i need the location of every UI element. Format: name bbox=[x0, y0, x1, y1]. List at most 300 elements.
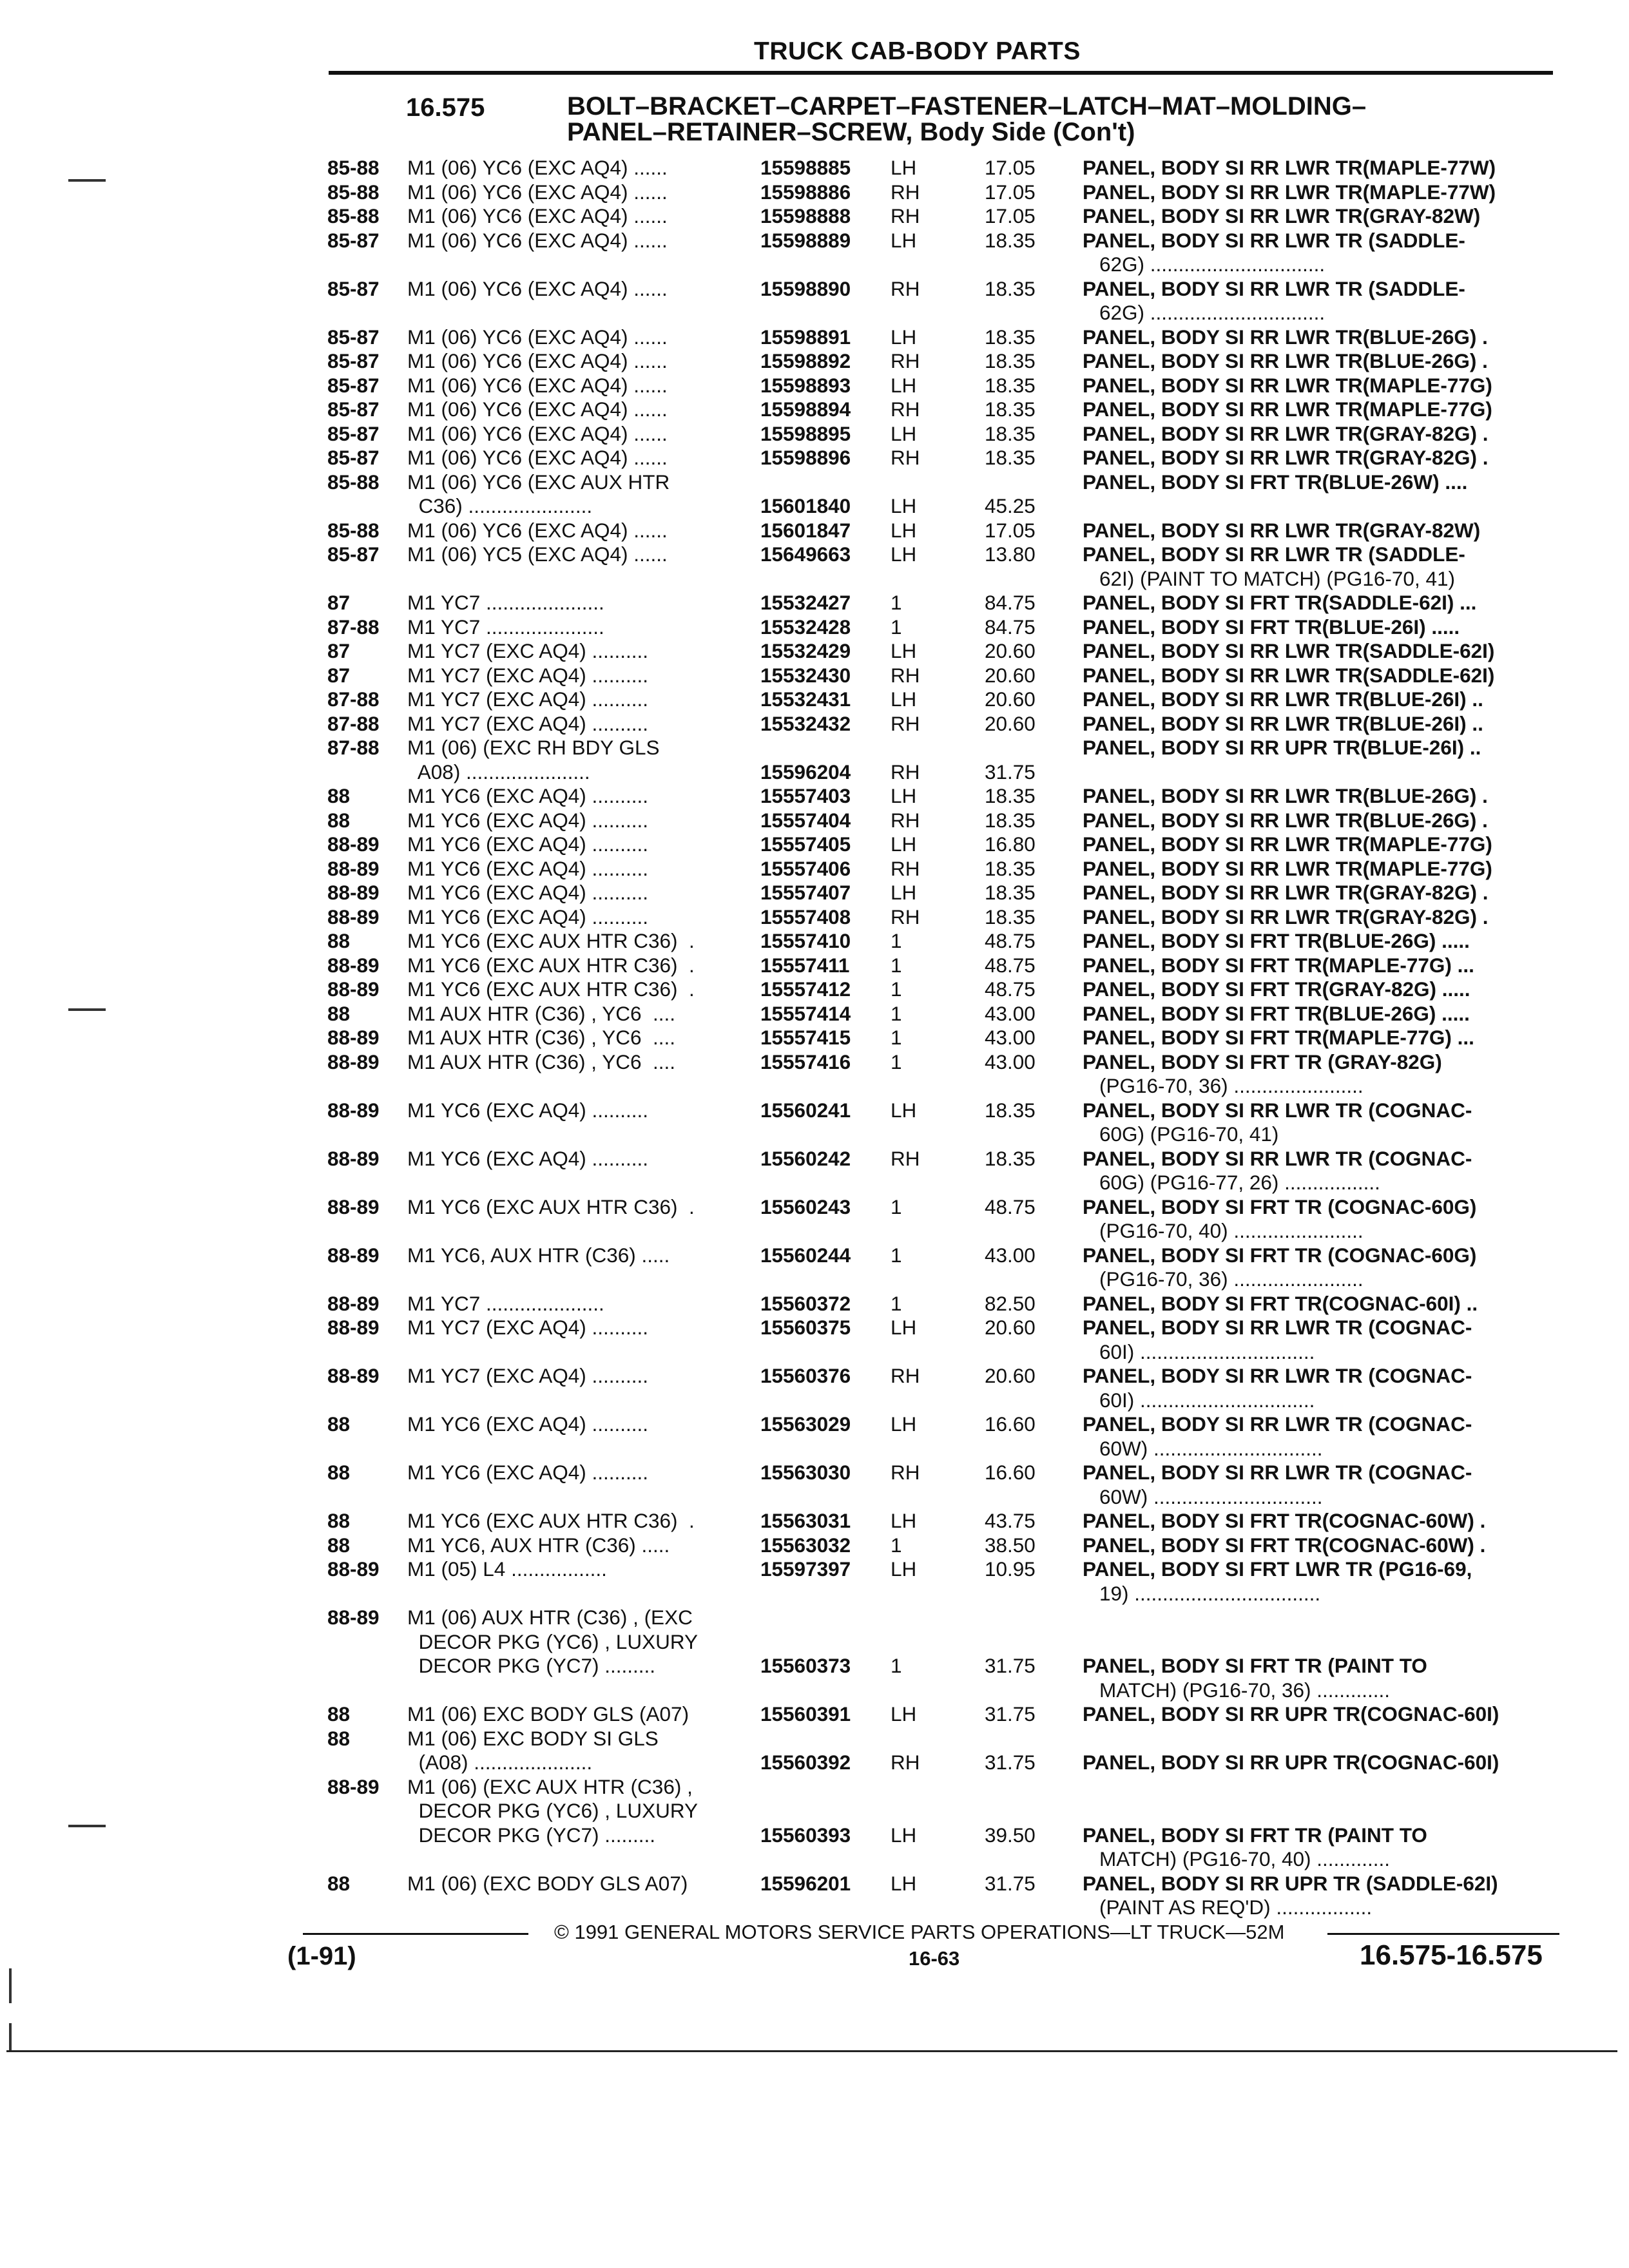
row-description: M1 (06) YC6 (EXC AQ4) ...... bbox=[407, 373, 668, 397]
row-description: M1 (06) (EXC AUX HTR (C36) , bbox=[407, 1774, 693, 1798]
row-description: A08) ...................... bbox=[407, 760, 590, 783]
row-part-number: 15560376 bbox=[760, 1364, 851, 1387]
row-part-name: PANEL, BODY SI FRT TR (GRAY-82G) bbox=[1083, 1050, 1442, 1073]
row-quantity: 1 bbox=[891, 1243, 902, 1267]
row-part-number: 15532430 bbox=[760, 663, 851, 687]
row-years: 85-88 bbox=[327, 180, 380, 204]
row-years: 88-89 bbox=[327, 1774, 380, 1798]
row-description: M1 YC6 (EXC AUX HTR C36) . bbox=[407, 977, 695, 1001]
scan-mark bbox=[9, 2023, 12, 2050]
row-part-name: MATCH) (PG16-70, 40) ............. bbox=[1099, 1847, 1391, 1870]
row-price: 18.35 bbox=[985, 808, 1036, 832]
row-part-name: PANEL, BODY SI RR UPR TR(COGNAC-60I) bbox=[1083, 1702, 1499, 1725]
row-part-name: PANEL, BODY SI FRT TR(SADDLE-62I) ... bbox=[1083, 591, 1477, 614]
row-part-name: (PG16-70, 36) ....................... bbox=[1099, 1074, 1364, 1097]
row-description: M1 (06) YC5 (EXC AQ4) ...... bbox=[407, 543, 668, 566]
row-years: 88 bbox=[327, 784, 351, 807]
row-quantity: LH bbox=[891, 325, 917, 349]
row-part-number: 15598892 bbox=[760, 349, 851, 372]
row-description: M1 AUX HTR (C36) , YC6 .... bbox=[407, 1001, 676, 1025]
row-description: M1 AUX HTR (C36) , YC6 .... bbox=[407, 1050, 676, 1073]
row-quantity: LH bbox=[891, 1098, 917, 1122]
row-years: 88-89 bbox=[327, 881, 380, 904]
row-description: M1 YC6, AUX HTR (C36) ..... bbox=[407, 1533, 670, 1557]
row-part-number: 15557411 bbox=[760, 953, 850, 977]
row-part-name: 60W) .............................. bbox=[1099, 1485, 1323, 1508]
row-part-number: 15596204 bbox=[760, 760, 851, 783]
row-part-name: PANEL, BODY SI RR LWR TR(BLUE-26I) .. bbox=[1083, 687, 1483, 711]
row-quantity: 1 bbox=[891, 1026, 902, 1049]
row-part-number: 15563031 bbox=[760, 1509, 851, 1532]
row-price: 84.75 bbox=[985, 615, 1036, 639]
row-years: 88-89 bbox=[327, 1195, 380, 1218]
row-part-name: 60I) ............................... bbox=[1099, 1388, 1315, 1412]
row-description: M1 (06) (EXC BODY GLS A07) bbox=[407, 1871, 688, 1895]
row-description: M1 (06) YC6 (EXC AQ4) ...... bbox=[407, 204, 668, 227]
row-price: 13.80 bbox=[985, 543, 1036, 566]
row-description: M1 YC6 (EXC AQ4) .......... bbox=[407, 784, 649, 807]
row-part-number: 15532432 bbox=[760, 711, 851, 735]
row-description: M1 YC7 (EXC AQ4) .......... bbox=[407, 711, 649, 735]
row-years: 87-88 bbox=[327, 687, 380, 711]
row-part-number: 15560242 bbox=[760, 1146, 851, 1170]
row-part-name: PANEL, BODY SI RR LWR TR(GRAY-82W) bbox=[1083, 518, 1481, 542]
row-description: M1 (06) EXC BODY GLS (A07) bbox=[407, 1702, 689, 1725]
row-price: 20.60 bbox=[985, 711, 1036, 735]
row-quantity: LH bbox=[891, 1412, 917, 1436]
row-part-number: 15598890 bbox=[760, 276, 851, 300]
row-price: 18.35 bbox=[985, 881, 1036, 904]
row-part-name: PANEL, BODY SI FRT TR(GRAY-82G) ..... bbox=[1083, 977, 1470, 1001]
row-part-name: PANEL, BODY SI RR LWR TR (COGNAC- bbox=[1083, 1098, 1472, 1122]
row-quantity: RH bbox=[891, 1461, 920, 1484]
row-part-name: (PG16-70, 36) ....................... bbox=[1099, 1267, 1364, 1291]
row-part-name: 19) ................................. bbox=[1099, 1581, 1321, 1605]
row-quantity: 1 bbox=[891, 929, 902, 952]
row-part-name: 62G) ............................... bbox=[1099, 253, 1325, 276]
row-price: 18.35 bbox=[985, 856, 1036, 880]
row-description: M1 YC6, AUX HTR (C36) ..... bbox=[407, 1243, 670, 1267]
row-part-name: PANEL, BODY SI RR LWR TR (SADDLE- bbox=[1083, 543, 1465, 566]
row-part-number: 15598886 bbox=[760, 180, 851, 204]
row-years: 85-87 bbox=[327, 276, 380, 300]
row-years: 85-88 bbox=[327, 204, 380, 227]
row-part-name: (PAINT AS REQ'D) ................. bbox=[1099, 1896, 1373, 1919]
row-years: 88 bbox=[327, 1461, 351, 1484]
page-bottom-rule bbox=[6, 2050, 1617, 2052]
row-years: 85-88 bbox=[327, 156, 380, 179]
row-years: 85-87 bbox=[327, 325, 380, 349]
row-price: 18.35 bbox=[985, 398, 1036, 421]
row-description: M1 YC7 (EXC AQ4) .......... bbox=[407, 1316, 649, 1339]
row-part-number: 15532429 bbox=[760, 639, 851, 662]
row-price: 17.05 bbox=[985, 204, 1036, 227]
row-part-name: PANEL, BODY SI RR LWR TR(SADDLE-62I) bbox=[1083, 639, 1495, 662]
row-part-number: 15560373 bbox=[760, 1654, 851, 1677]
row-part-name: PANEL, BODY SI FRT TR(MAPLE-77G) ... bbox=[1083, 953, 1474, 977]
row-part-name: PANEL, BODY SI RR LWR TR (COGNAC- bbox=[1083, 1316, 1472, 1339]
row-part-number: 15557403 bbox=[760, 784, 851, 807]
row-price: 43.00 bbox=[985, 1026, 1036, 1049]
row-quantity: LH bbox=[891, 832, 917, 856]
row-price: 31.75 bbox=[985, 1751, 1036, 1774]
row-part-number: 15598893 bbox=[760, 373, 851, 397]
row-quantity: LH bbox=[891, 373, 917, 397]
row-part-number: 15598889 bbox=[760, 228, 851, 252]
row-description: M1 (06) YC6 (EXC AQ4) ...... bbox=[407, 180, 668, 204]
row-quantity: LH bbox=[891, 1316, 917, 1339]
row-quantity: LH bbox=[891, 639, 917, 662]
row-price: 31.75 bbox=[985, 1871, 1036, 1895]
row-price: 45.25 bbox=[985, 494, 1036, 517]
row-price: 18.35 bbox=[985, 228, 1036, 252]
row-years: 88-89 bbox=[327, 1098, 380, 1122]
row-description: M1 (06) YC6 (EXC AQ4) ...... bbox=[407, 446, 668, 469]
row-quantity: 1 bbox=[891, 1195, 902, 1218]
row-part-number: 15596201 bbox=[760, 1871, 851, 1895]
row-part-number: 15598891 bbox=[760, 325, 851, 349]
row-description: M1 YC6 (EXC AQ4) .......... bbox=[407, 881, 649, 904]
row-quantity: LH bbox=[891, 1702, 917, 1725]
row-part-name: PANEL, BODY SI FRT TR(BLUE-26I) ..... bbox=[1083, 615, 1460, 639]
row-part-number: 15557412 bbox=[760, 977, 851, 1001]
row-quantity: LH bbox=[891, 543, 917, 566]
row-quantity: RH bbox=[891, 398, 920, 421]
row-part-number: 15532427 bbox=[760, 591, 851, 614]
row-description: M1 YC6 (EXC AQ4) .......... bbox=[407, 1146, 649, 1170]
row-part-name: PANEL, BODY SI RR LWR TR(MAPLE-77G) bbox=[1083, 832, 1492, 856]
row-years: 88-89 bbox=[327, 1364, 380, 1387]
row-years: 88 bbox=[327, 1001, 351, 1025]
row-years: 88-89 bbox=[327, 1026, 380, 1049]
row-price: 16.80 bbox=[985, 832, 1036, 856]
row-price: 31.75 bbox=[985, 760, 1036, 783]
row-quantity: RH bbox=[891, 856, 920, 880]
row-years: 85-87 bbox=[327, 543, 380, 566]
row-description: M1 YC7 ..................... bbox=[407, 591, 604, 614]
row-quantity: RH bbox=[891, 204, 920, 227]
row-price: 17.05 bbox=[985, 518, 1036, 542]
row-price: 48.75 bbox=[985, 953, 1036, 977]
row-part-name: PANEL, BODY SI RR LWR TR(MAPLE-77W) bbox=[1083, 156, 1496, 179]
row-description: DECOR PKG (YC7) ......... bbox=[407, 1823, 656, 1847]
row-part-number: 15598885 bbox=[760, 156, 851, 179]
row-description: (A08) ..................... bbox=[407, 1751, 593, 1774]
row-part-name: PANEL, BODY SI RR LWR TR(BLUE-26G) . bbox=[1083, 325, 1488, 349]
row-quantity: LH bbox=[891, 156, 917, 179]
row-description: M1 (06) YC6 (EXC AQ4) ...... bbox=[407, 325, 668, 349]
row-quantity: LH bbox=[891, 228, 917, 252]
row-description: C36) ...................... bbox=[407, 494, 593, 517]
row-quantity: RH bbox=[891, 711, 920, 735]
row-years: 85-87 bbox=[327, 421, 380, 445]
row-part-number: 15557416 bbox=[760, 1050, 851, 1073]
row-quantity: RH bbox=[891, 446, 920, 469]
row-part-number: 15557414 bbox=[760, 1001, 851, 1025]
footer-page-number: 16-63 bbox=[909, 1947, 960, 1970]
row-part-number: 15597397 bbox=[760, 1557, 851, 1581]
row-description: M1 (06) AUX HTR (C36) , (EXC bbox=[407, 1606, 693, 1629]
row-part-number: 15557408 bbox=[760, 905, 851, 928]
row-part-number: 15557406 bbox=[760, 856, 851, 880]
row-price: 18.35 bbox=[985, 1146, 1036, 1170]
row-description: M1 YC6 (EXC AUX HTR C36) . bbox=[407, 929, 695, 952]
row-years: 88 bbox=[327, 808, 351, 832]
row-part-name: PANEL, BODY SI FRT TR (PAINT TO bbox=[1083, 1823, 1427, 1847]
row-part-name: PANEL, BODY SI FRT TR(BLUE-26W) .... bbox=[1083, 470, 1468, 494]
row-part-number: 15598895 bbox=[760, 421, 851, 445]
row-price: 18.35 bbox=[985, 1098, 1036, 1122]
row-description: M1 YC7 ..................... bbox=[407, 615, 604, 639]
row-years: 88 bbox=[327, 1533, 351, 1557]
row-part-number: 15598894 bbox=[760, 398, 851, 421]
row-quantity: 1 bbox=[891, 615, 902, 639]
row-years: 85-88 bbox=[327, 470, 380, 494]
row-part-name: PANEL, BODY SI FRT TR (COGNAC-60G) bbox=[1083, 1243, 1477, 1267]
row-part-number: 15560243 bbox=[760, 1195, 851, 1218]
row-years: 85-87 bbox=[327, 446, 380, 469]
row-part-name: PANEL, BODY SI FRT TR(MAPLE-77G) ... bbox=[1083, 1026, 1474, 1049]
row-price: 20.60 bbox=[985, 663, 1036, 687]
row-quantity: RH bbox=[891, 349, 920, 372]
row-part-number: 15598896 bbox=[760, 446, 851, 469]
row-part-name: PANEL, BODY SI RR LWR TR(SADDLE-62I) bbox=[1083, 663, 1495, 687]
row-quantity: RH bbox=[891, 1751, 920, 1774]
row-years: 85-87 bbox=[327, 373, 380, 397]
row-years: 85-87 bbox=[327, 228, 380, 252]
row-price: 20.60 bbox=[985, 1316, 1036, 1339]
row-price: 31.75 bbox=[985, 1702, 1036, 1725]
row-quantity: RH bbox=[891, 905, 920, 928]
row-description: M1 YC6 (EXC AQ4) .......... bbox=[407, 832, 649, 856]
row-part-number: 15532428 bbox=[760, 615, 851, 639]
row-description: M1 (06) (EXC RH BDY GLS bbox=[407, 736, 660, 759]
row-price: 43.00 bbox=[985, 1243, 1036, 1267]
row-part-name: (PG16-70, 40) ....................... bbox=[1099, 1219, 1364, 1242]
footer-section-range: 16.575-16.575 bbox=[1360, 1939, 1543, 1971]
row-years: 88-89 bbox=[327, 1606, 380, 1629]
row-years: 85-87 bbox=[327, 398, 380, 421]
row-part-name: MATCH) (PG16-70, 36) ............. bbox=[1099, 1678, 1391, 1702]
row-description: M1 (06) YC6 (EXC AUX HTR bbox=[407, 470, 670, 494]
row-part-number: 15598888 bbox=[760, 204, 851, 227]
row-price: 18.35 bbox=[985, 784, 1036, 807]
row-years: 85-88 bbox=[327, 518, 380, 542]
row-years: 88-89 bbox=[327, 1050, 380, 1073]
row-quantity: LH bbox=[891, 518, 917, 542]
row-part-name: PANEL, BODY SI RR UPR TR(BLUE-26I) .. bbox=[1083, 736, 1481, 759]
row-description: M1 YC6 (EXC AQ4) .......... bbox=[407, 1098, 649, 1122]
row-part-name: PANEL, BODY SI RR UPR TR (SADDLE-62I) bbox=[1083, 1871, 1498, 1895]
row-price: 43.00 bbox=[985, 1001, 1036, 1025]
row-part-number: 15649663 bbox=[760, 543, 851, 566]
row-description: M1 (06) YC6 (EXC AQ4) ...... bbox=[407, 276, 668, 300]
row-years: 88-89 bbox=[327, 1243, 380, 1267]
row-part-name: PANEL, BODY SI RR LWR TR(GRAY-82G) . bbox=[1083, 446, 1489, 469]
row-description: M1 (06) YC6 (EXC AQ4) ...... bbox=[407, 156, 668, 179]
row-years: 88 bbox=[327, 929, 351, 952]
row-description: DECOR PKG (YC7) ......... bbox=[407, 1654, 656, 1677]
footer-rule-right bbox=[1327, 1933, 1559, 1935]
row-years: 87 bbox=[327, 663, 351, 687]
row-price: 82.50 bbox=[985, 1291, 1036, 1315]
row-description: M1 YC6 (EXC AQ4) .......... bbox=[407, 856, 649, 880]
row-quantity: LH bbox=[891, 1871, 917, 1895]
row-quantity: 1 bbox=[891, 1050, 902, 1073]
row-quantity: LH bbox=[891, 1509, 917, 1532]
row-years: 88 bbox=[327, 1871, 351, 1895]
row-years: 88 bbox=[327, 1702, 351, 1725]
row-years: 88-89 bbox=[327, 1557, 380, 1581]
row-part-number: 15532431 bbox=[760, 687, 851, 711]
scan-mark bbox=[68, 179, 106, 182]
section-title-line1: BOLT–BRACKET–CARPET–FASTENER–LATCH–MAT–MOLDING– bbox=[567, 92, 1367, 120]
section-number: 16.575 bbox=[406, 93, 485, 122]
row-description: M1 AUX HTR (C36) , YC6 .... bbox=[407, 1026, 676, 1049]
row-description: M1 (06) EXC BODY SI GLS bbox=[407, 1726, 659, 1750]
footer-rule-left bbox=[303, 1933, 528, 1935]
row-price: 17.05 bbox=[985, 180, 1036, 204]
row-description: M1 YC6 (EXC AUX HTR C36) . bbox=[407, 1195, 695, 1218]
row-price: 16.60 bbox=[985, 1461, 1036, 1484]
row-price: 84.75 bbox=[985, 591, 1036, 614]
row-years: 88 bbox=[327, 1412, 351, 1436]
row-price: 38.50 bbox=[985, 1533, 1036, 1557]
row-price: 39.50 bbox=[985, 1823, 1036, 1847]
row-years: 88 bbox=[327, 1726, 351, 1750]
row-quantity: LH bbox=[891, 1557, 917, 1581]
row-part-name: PANEL, BODY SI FRT TR(COGNAC-60W) . bbox=[1083, 1533, 1486, 1557]
row-part-number: 15560372 bbox=[760, 1291, 851, 1315]
row-description: M1 YC6 (EXC AQ4) .......... bbox=[407, 808, 649, 832]
scan-mark bbox=[68, 1008, 106, 1011]
row-price: 18.35 bbox=[985, 325, 1036, 349]
row-quantity: LH bbox=[891, 421, 917, 445]
row-quantity: RH bbox=[891, 180, 920, 204]
row-part-name: PANEL, BODY SI RR LWR TR(BLUE-26G) . bbox=[1083, 784, 1488, 807]
row-quantity: LH bbox=[891, 1823, 917, 1847]
section-title-line2: PANEL–RETAINER–SCREW, Body Side (Con't) bbox=[567, 118, 1135, 146]
row-years: 88-89 bbox=[327, 832, 380, 856]
row-years: 88-89 bbox=[327, 1316, 380, 1339]
row-part-name: PANEL, BODY SI RR LWR TR (SADDLE- bbox=[1083, 228, 1465, 252]
row-part-name: PANEL, BODY SI RR LWR TR(GRAY-82G) . bbox=[1083, 905, 1489, 928]
row-part-name: PANEL, BODY SI RR LWR TR (COGNAC- bbox=[1083, 1461, 1472, 1484]
row-part-name: PANEL, BODY SI RR LWR TR(BLUE-26I) .. bbox=[1083, 711, 1483, 735]
row-part-name: PANEL, BODY SI FRT LWR TR (PG16-69, bbox=[1083, 1557, 1472, 1581]
row-description: M1 YC6 (EXC AQ4) .......... bbox=[407, 1412, 649, 1436]
row-part-number: 15557410 bbox=[760, 929, 851, 952]
row-part-name: PANEL, BODY SI FRT TR(COGNAC-60I) .. bbox=[1083, 1291, 1478, 1315]
row-description: M1 YC7 (EXC AQ4) .......... bbox=[407, 687, 649, 711]
row-part-name: PANEL, BODY SI RR LWR TR (COGNAC- bbox=[1083, 1364, 1472, 1387]
row-years: 88-89 bbox=[327, 1146, 380, 1170]
row-part-number: 15560241 bbox=[760, 1098, 851, 1122]
row-part-name: PANEL, BODY SI RR LWR TR(GRAY-82W) bbox=[1083, 204, 1481, 227]
row-quantity: RH bbox=[891, 1146, 920, 1170]
row-quantity: 1 bbox=[891, 1291, 902, 1315]
row-price: 18.35 bbox=[985, 349, 1036, 372]
row-part-number: 15560393 bbox=[760, 1823, 851, 1847]
row-description: M1 (05) L4 ................. bbox=[407, 1557, 607, 1581]
scan-mark bbox=[68, 1825, 106, 1827]
row-description: M1 YC6 (EXC AQ4) .......... bbox=[407, 1461, 649, 1484]
row-part-name: PANEL, BODY SI RR UPR TR(COGNAC-60I) bbox=[1083, 1751, 1499, 1774]
row-price: 43.75 bbox=[985, 1509, 1036, 1532]
row-price: 48.75 bbox=[985, 977, 1036, 1001]
row-part-name: PANEL, BODY SI FRT TR(BLUE-26G) ..... bbox=[1083, 1001, 1470, 1025]
row-years: 85-87 bbox=[327, 349, 380, 372]
row-part-number: 15560244 bbox=[760, 1243, 851, 1267]
row-part-number: 15560392 bbox=[760, 1751, 851, 1774]
row-price: 20.60 bbox=[985, 687, 1036, 711]
row-quantity: 1 bbox=[891, 1001, 902, 1025]
row-quantity: LH bbox=[891, 494, 917, 517]
row-quantity: RH bbox=[891, 808, 920, 832]
row-part-name: PANEL, BODY SI RR LWR TR(GRAY-82G) . bbox=[1083, 421, 1489, 445]
row-part-number: 15601847 bbox=[760, 518, 851, 542]
row-part-number: 15601840 bbox=[760, 494, 851, 517]
row-part-number: 15560391 bbox=[760, 1702, 851, 1725]
row-quantity: LH bbox=[891, 784, 917, 807]
row-years: 88 bbox=[327, 1509, 351, 1532]
row-price: 20.60 bbox=[985, 1364, 1036, 1387]
row-part-number: 15560375 bbox=[760, 1316, 851, 1339]
row-years: 87 bbox=[327, 639, 351, 662]
row-price: 18.35 bbox=[985, 373, 1036, 397]
row-part-name: 62I) (PAINT TO MATCH) (PG16-70, 41) bbox=[1099, 566, 1455, 590]
row-years: 87-88 bbox=[327, 736, 380, 759]
row-part-name: PANEL, BODY SI FRT TR (COGNAC-60G) bbox=[1083, 1195, 1477, 1218]
row-quantity: 1 bbox=[891, 977, 902, 1001]
row-part-number: 15563032 bbox=[760, 1533, 851, 1557]
row-part-name: 60I) ............................... bbox=[1099, 1340, 1315, 1363]
footer-copyright: © 1991 GENERAL MOTORS SERVICE PARTS OPERATIONS—LT TRUCK—52M bbox=[554, 1921, 1285, 1943]
row-price: 48.75 bbox=[985, 1195, 1036, 1218]
footer-code: (1-91) bbox=[287, 1942, 356, 1970]
row-price: 31.75 bbox=[985, 1654, 1036, 1677]
row-quantity: 1 bbox=[891, 1533, 902, 1557]
row-description: DECOR PKG (YC6) , LUXURY bbox=[407, 1799, 699, 1822]
row-years: 88-89 bbox=[327, 1291, 380, 1315]
row-part-number: 15557415 bbox=[760, 1026, 851, 1049]
row-part-name: 60W) .............................. bbox=[1099, 1436, 1323, 1460]
row-price: 10.95 bbox=[985, 1557, 1036, 1581]
row-description: M1 (06) YC6 (EXC AQ4) ...... bbox=[407, 228, 668, 252]
row-price: 18.35 bbox=[985, 421, 1036, 445]
row-years: 88-89 bbox=[327, 905, 380, 928]
row-description: M1 (06) YC6 (EXC AQ4) ...... bbox=[407, 349, 668, 372]
row-description: M1 YC6 (EXC AQ4) .......... bbox=[407, 905, 649, 928]
row-quantity: RH bbox=[891, 760, 920, 783]
row-years: 87-88 bbox=[327, 711, 380, 735]
row-description: M1 YC7 (EXC AQ4) .......... bbox=[407, 663, 649, 687]
page-header-title: TRUCK CAB-BODY PARTS bbox=[754, 37, 1081, 65]
row-part-number: 15557404 bbox=[760, 808, 851, 832]
row-part-name: PANEL, BODY SI RR LWR TR(BLUE-26G) . bbox=[1083, 349, 1488, 372]
row-part-name: PANEL, BODY SI RR LWR TR (SADDLE- bbox=[1083, 276, 1465, 300]
row-part-number: 15557405 bbox=[760, 832, 851, 856]
row-part-name: PANEL, BODY SI FRT TR(BLUE-26G) ..... bbox=[1083, 929, 1470, 952]
row-description: M1 YC6 (EXC AUX HTR C36) . bbox=[407, 1509, 695, 1532]
row-price: 17.05 bbox=[985, 156, 1036, 179]
row-price: 48.75 bbox=[985, 929, 1036, 952]
row-years: 88-89 bbox=[327, 977, 380, 1001]
row-description: M1 (06) YC6 (EXC AQ4) ...... bbox=[407, 518, 668, 542]
row-years: 87-88 bbox=[327, 615, 380, 639]
row-quantity: RH bbox=[891, 276, 920, 300]
row-part-number: 15557407 bbox=[760, 881, 851, 904]
